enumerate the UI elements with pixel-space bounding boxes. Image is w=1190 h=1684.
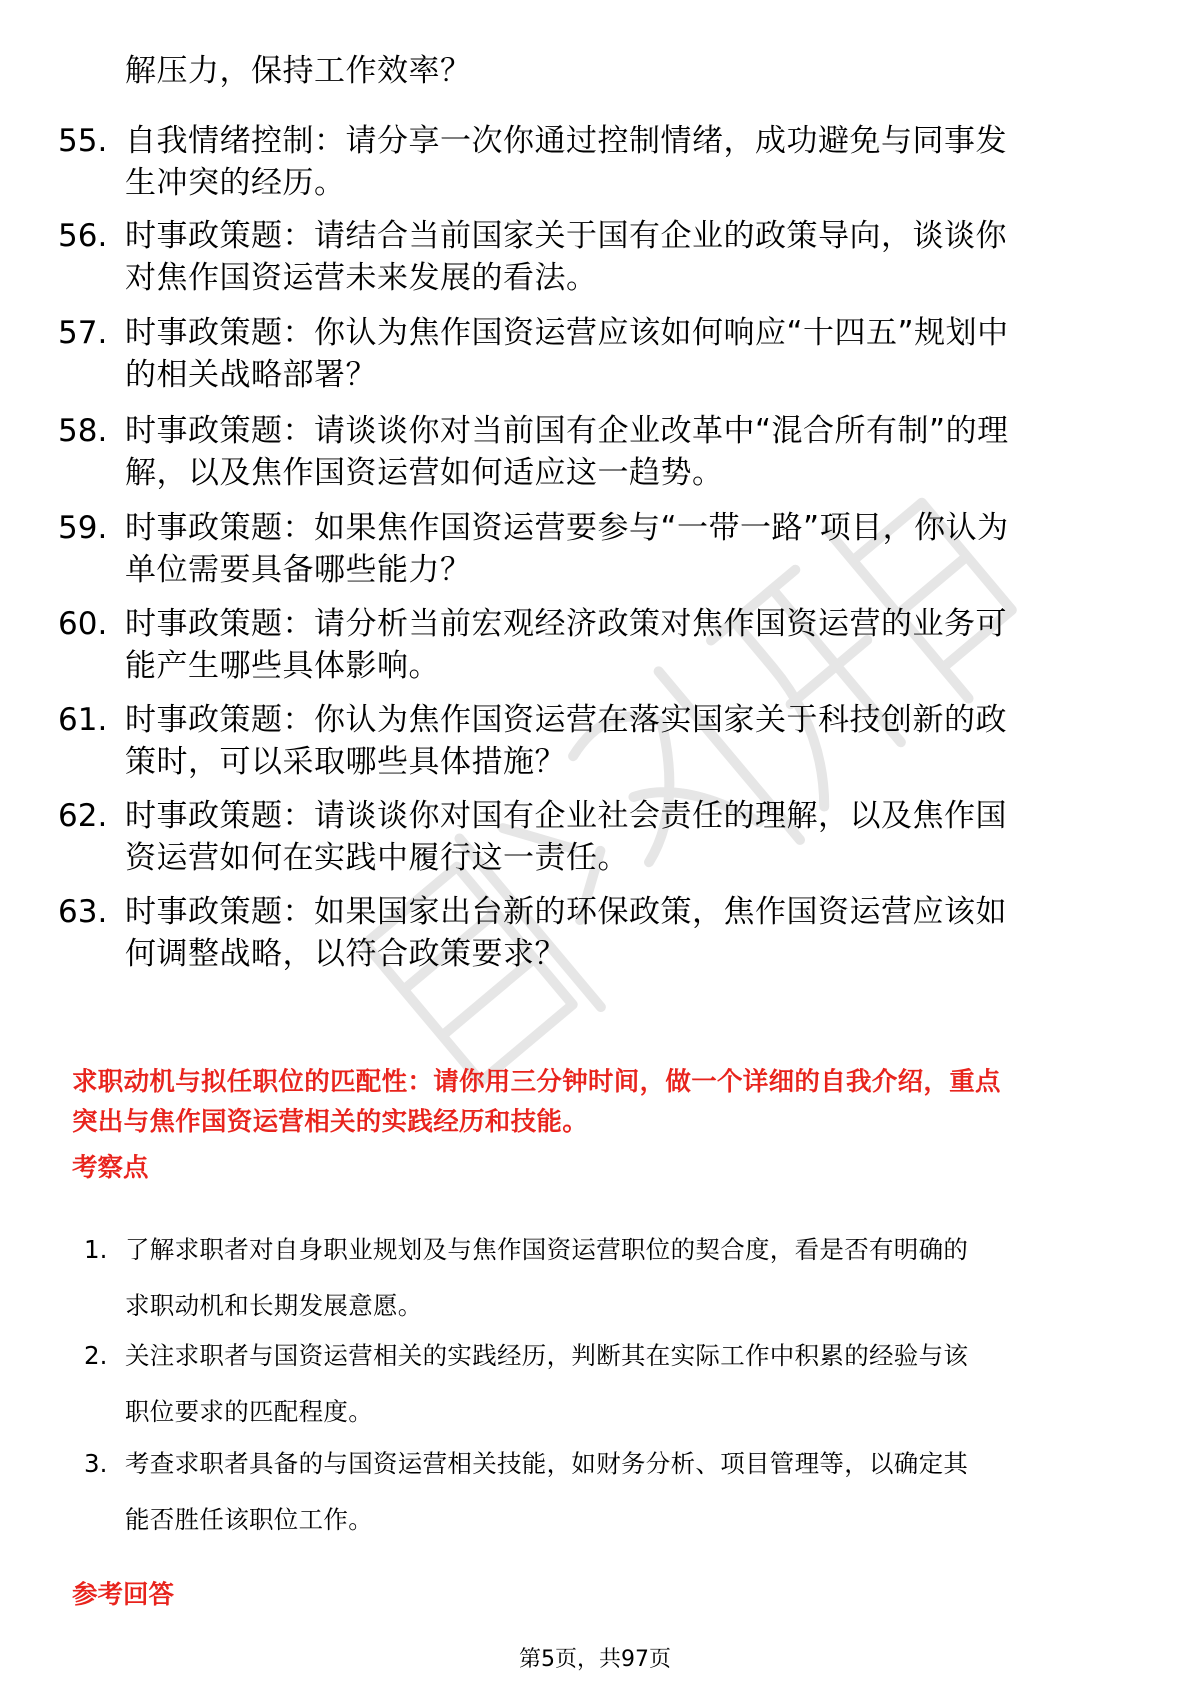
question-line: 自我情绪控制：请分享一次你通过控制情绪，成功避免与同事发 [125,123,1007,159]
question-number: 59. [58,510,108,546]
question-text [125,410,1125,494]
question-text [125,507,1125,591]
question-number: 55. [58,123,108,159]
points-heading: 考察点 [72,1153,149,1183]
question-number: 61. [58,702,108,738]
question-text [125,795,1125,879]
question-text [125,215,1125,299]
question-continuation: 解压力，保持工作效率？ [125,53,472,89]
section-heading-line: 突出与焦作国资运营相关的实践经历和技能。 [72,1107,589,1137]
question-text [125,120,1125,204]
question-line: 时事政策题：你认为焦作国资运营在落实国家关于科技创新的政 [125,702,1007,738]
question-line: 时事政策题：你认为焦作国资运营应该如何响应“十四五”规划中 [125,315,1009,351]
question-number: 56. [58,218,108,254]
point-line: 关注求职者与国资运营相关的实践经历，判断其在实际工作中积累的经验与该 [125,1341,969,1370]
question-line: 单位需要具备哪些能力？ [125,552,472,588]
point-line: 能否胜任该职位工作。 [125,1505,373,1534]
question-text [125,603,1125,687]
question-number: 63. [58,894,108,930]
point-number: 1. [84,1235,108,1264]
question-line: 生冲突的经历。 [125,165,346,201]
point-text [125,1436,1121,1548]
question-line: 能产生哪些具体影响。 [125,648,440,684]
point-text [125,1328,1121,1440]
point-text [125,1222,1121,1334]
question-line: 时事政策题：请分析当前宏观经济政策对焦作国资运营的业务可 [125,606,1007,642]
point-number: 3. [84,1449,108,1478]
question-line: 时事政策题：如果焦作国资运营要参与“一带一路”项目，你认为 [125,510,1009,546]
question-line: 策时，可以采取哪些具体措施？ [125,744,566,780]
question-line: 资运营如何在实践中履行这一责任。 [125,840,629,876]
question-line: 的相关战略部署？ [125,357,377,393]
question-number: 57. [58,315,108,351]
section-heading-line: 求职动机与拟任职位的匹配性：请你用三分钟时间，做一个详细的自我介绍，重点 [72,1067,1001,1097]
question-line: 时事政策题：如果国家出台新的环保政策，焦作国资运营应该如 [125,894,1007,930]
question-line: 时事政策题：请结合当前国家关于国有企业的政策导向，谈谈你 [125,218,1007,254]
question-number: 60. [58,606,108,642]
point-line: 了解求职者对自身职业规划及与焦作国资运营职位的契合度，看是否有明确的 [125,1235,969,1264]
question-number: 62. [58,798,108,834]
section-heading [72,1062,1122,1142]
point-line: 职位要求的匹配程度。 [125,1397,373,1426]
question-text [125,312,1125,396]
question-text [125,699,1125,783]
answer-heading: 参考回答 [72,1580,175,1610]
point-line: 考查求职者具备的与国资运营相关技能，如财务分析、项目管理等，以确定其 [125,1449,969,1478]
question-line: 时事政策题：请谈谈你对国有企业社会责任的理解，以及焦作国 [125,798,1007,834]
point-line: 求职动机和长期发展意愿。 [125,1291,423,1320]
question-line: 解，以及焦作国资运营如何适应这一趋势。 [125,455,724,491]
question-line: 何调整战略，以符合政策要求？ [125,936,566,972]
question-line: 对焦作国资运营未来发展的看法。 [125,260,598,296]
page-footer: 第5页，共97页 [519,1647,671,1672]
question-number: 58. [58,413,108,449]
question-text [125,891,1125,975]
point-number: 2. [84,1341,108,1370]
question-line: 时事政策题：请谈谈你对当前国有企业改革中“混合所有制”的理 [125,413,1009,449]
